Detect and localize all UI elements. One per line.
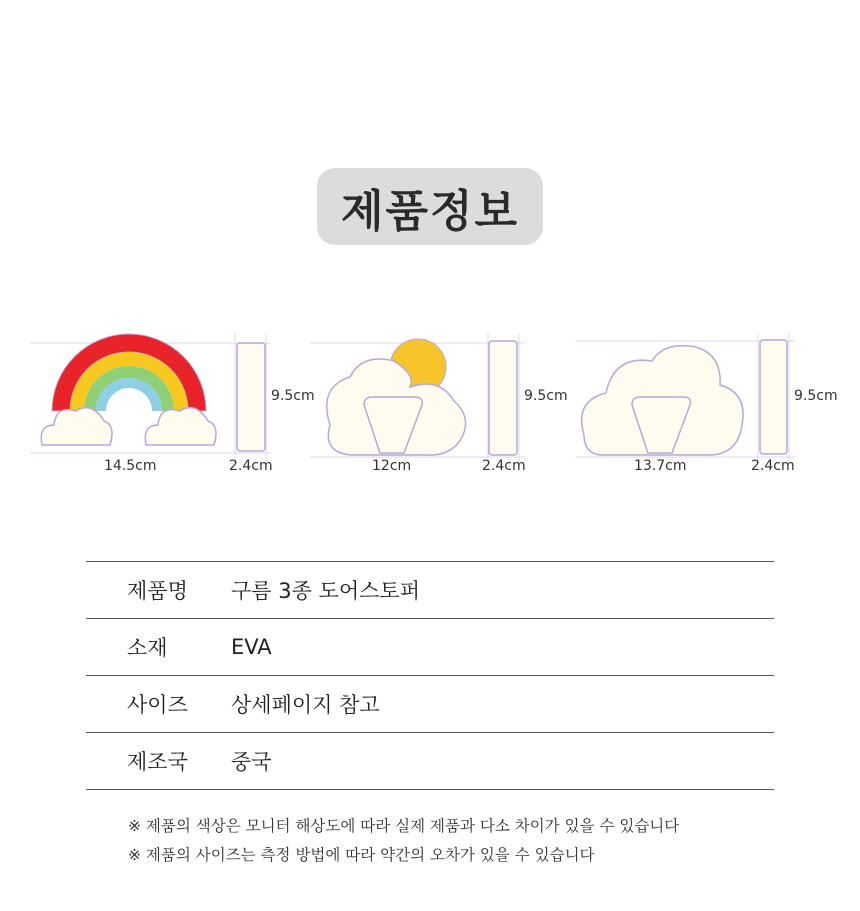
sun-cloud-height-label: 9.5cm (524, 388, 568, 404)
cloud-width-label: 13.7cm (634, 458, 687, 474)
rainbow-depth-label: 2.4cm (229, 458, 273, 474)
row-label-product-name: 제품명 (127, 579, 188, 603)
sun-cloud-side-view (489, 341, 517, 455)
cloud-side-view (760, 340, 787, 454)
cloud-stopper-illustration (582, 346, 743, 455)
rainbow-stopper-illustration (41, 334, 216, 445)
table-row (86, 676, 774, 733)
row-value-size: 상세페이지 참고 (231, 693, 380, 717)
notice-color: ※ 제품의 색상은 모니터 해상도에 따라 실제 제품과 다소 차이가 있을 수 있습니다 (128, 817, 680, 835)
notice-list (128, 812, 679, 870)
sun-cloud-depth-label: 2.4cm (482, 458, 526, 474)
table-row (86, 562, 774, 619)
sun-cloud-width-label: 12cm (372, 458, 412, 474)
product-size-diagram (0, 325, 860, 495)
row-value-material: EVA (231, 635, 272, 659)
rainbow-side-view (237, 343, 265, 451)
rainbow-width-label: 14.5cm (104, 458, 157, 474)
cloud-depth-label: 2.4cm (751, 458, 795, 474)
page-title: 제품정보 (317, 168, 543, 245)
row-label-origin: 제조국 (127, 750, 188, 774)
sun-cloud-stopper-illustration (327, 339, 466, 455)
table-row (86, 619, 774, 676)
row-label-size: 사이즈 (127, 693, 188, 717)
product-info-table (86, 561, 774, 790)
notice-size: ※ 제품의 사이즈는 측정 방법에 따라 약간의 오차가 있을 수 있습니다 (128, 846, 595, 864)
rainbow-height-label: 9.5cm (271, 388, 315, 404)
table-row (86, 733, 774, 790)
row-value-product-name: 구름 3종 도어스토퍼 (231, 579, 420, 603)
cloud-height-label: 9.5cm (794, 388, 838, 404)
row-value-origin: 중국 (231, 750, 272, 774)
row-label-material: 소재 (127, 636, 168, 660)
